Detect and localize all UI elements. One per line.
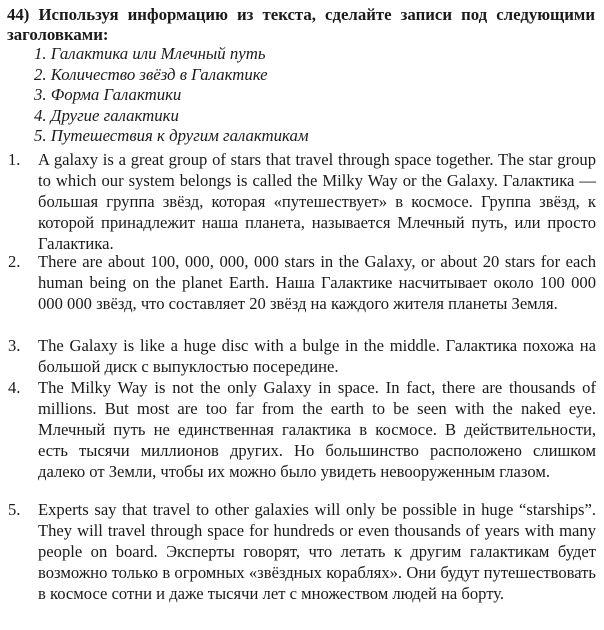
paragraph-number: 3. bbox=[8, 336, 21, 355]
paragraph-3 bbox=[8, 336, 596, 378]
paragraph-text: A galaxy is a great group of stars that travel through space together. The star group to which our system belongs is called the Milky Way or the Galaxy. Галактика — большая группа звёзд, которая «путешествует» в космосе. Группа звёзд, к которой принадлежит наша планета, называется Млечный путь, или просто Галактика. bbox=[38, 150, 596, 253]
paragraph-text: The Galaxy is like a huge disc with a bulge in the middle. Галактика похожа на большой диск с выпуклостью посередине. bbox=[38, 336, 596, 376]
paragraph-5 bbox=[8, 500, 596, 605]
paragraph-1 bbox=[8, 150, 596, 255]
paragraph-number: 1. bbox=[8, 150, 21, 169]
paragraph-text: Experts say that travel to other galaxies will only be possible in huge “starships”. They will travel through space for hundreds or even thousands of years with many people on board. Эксперты говорят, что летать к другим галактикам будет возможно только в огромных «звёздных кораблях». Они будут путешествовать в космосе сотни и даже тысячи лет с множеством людей на борту. bbox=[38, 500, 596, 603]
paragraph-4 bbox=[8, 378, 596, 483]
heading-list bbox=[34, 44, 309, 147]
paragraph-text: The Milky Way is not the only Galaxy in space. In fact, there are thousands of millions. But most are too far from the earth to be seen with the naked eye. Млечный путь не единственная галактика в космосе. В действительности, есть тысячи миллионов других. Но большинство расположено слишком далеко от Земли, чтобы их можно было увидеть невооруженным глазом. bbox=[38, 378, 596, 481]
heading-item: 1. Галактика или Млечный путь bbox=[34, 44, 266, 63]
paragraph-text: There are about 100, 000, 000, 000 stars in the Galaxy, or about 20 stars for each human being on the planet Earth. Наша Галактике насчитывает около 100 000 000 000 звёзд, что составляет 20 звёзд на каждого жителя планеты Земля. bbox=[38, 252, 596, 313]
heading-item: 5. Путешествия к другим галактикам bbox=[34, 126, 309, 145]
paragraph-number: 4. bbox=[8, 378, 21, 397]
heading-item: 4. Другие галактики bbox=[34, 105, 179, 125]
task-instruction: 44) Используя информацию из текста, сделайте записи под следующими заголовками: bbox=[7, 5, 595, 44]
heading-item: 2. Количество звёзд в Галактике bbox=[34, 64, 268, 84]
heading-item: 3. Форма Галактики bbox=[34, 85, 182, 104]
paragraph-number: 5. bbox=[8, 500, 21, 519]
paragraph-2 bbox=[8, 252, 596, 315]
paragraph-number: 2. bbox=[8, 252, 21, 271]
